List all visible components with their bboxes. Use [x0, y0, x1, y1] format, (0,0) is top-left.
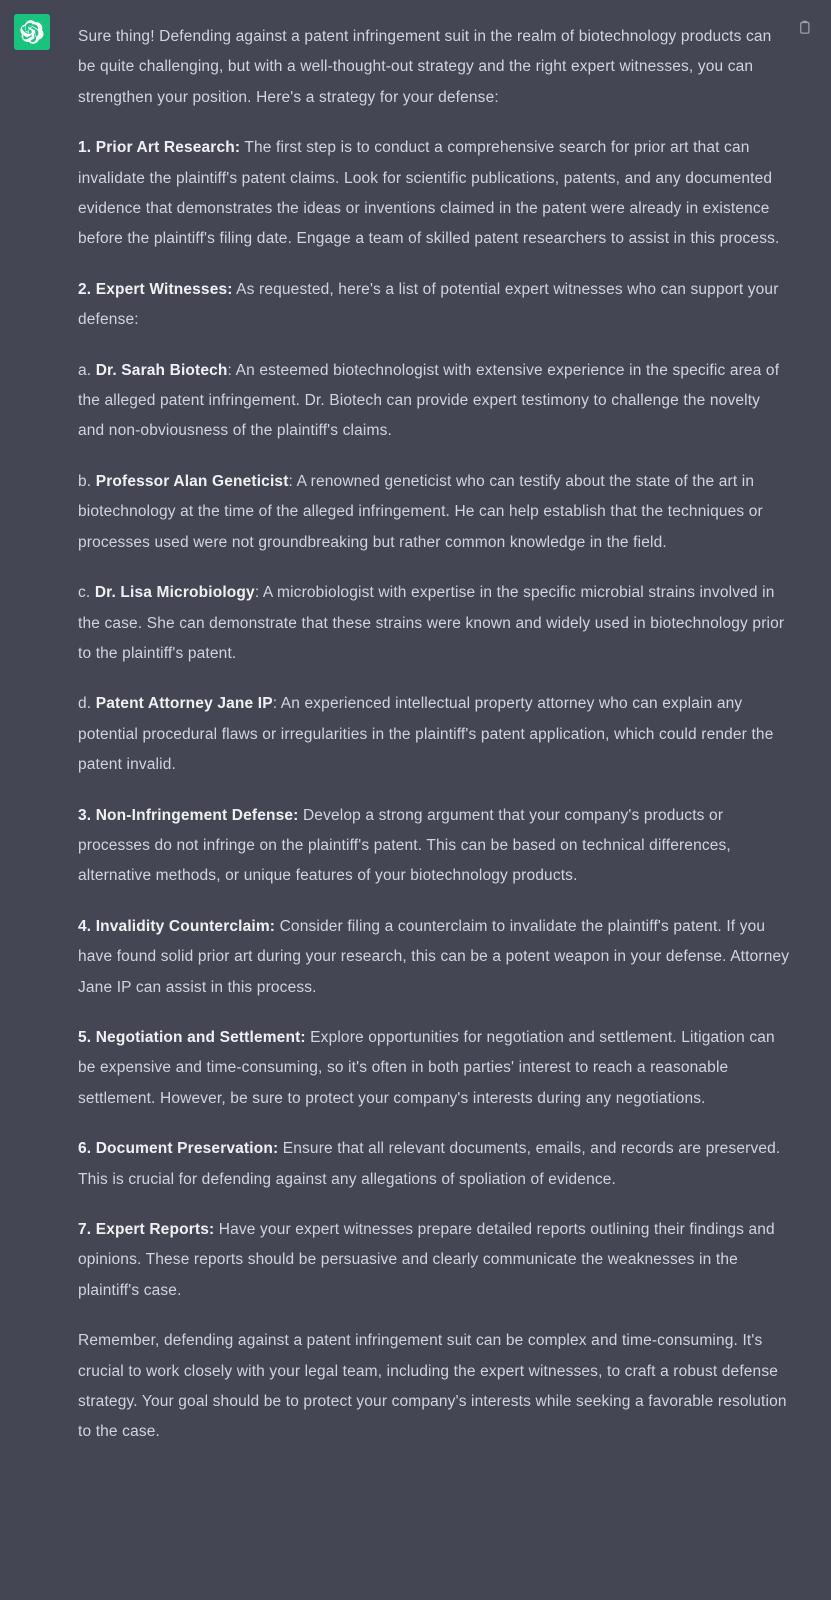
section-label-2: 2. Expert Witnesses:	[78, 280, 233, 298]
expert-marker-a: a.	[78, 361, 96, 379]
section-label-3: 3. Non-Infringement Defense:	[78, 806, 299, 824]
section-body-6: Ensure that all relevant documents, emails, and records are preserved. This is crucial for defending against any allegations of spoliation of evidence.	[78, 1140, 781, 1188]
expert-marker-c: c.	[78, 584, 95, 602]
expert-name-a: Dr. Sarah Biotech	[95, 361, 228, 379]
expert-list-item	[78, 356, 790, 447]
assistant-message-content	[78, 14, 790, 1448]
section-paragraph-7	[78, 1215, 790, 1306]
section-paragraph-2	[78, 275, 790, 336]
section-paragraph-6	[78, 1134, 790, 1195]
expert-body-c: : A microbiologist with expertise in the specific microbial strains involved in the case. She can demonstrate that these strains were known and widely used in biotechnology prior to the plaintiff's patent.	[78, 584, 785, 662]
expert-body-b: : A renowned geneticist who can testify about the state of the art in biotechnology at the time of the alleged infringement. He can help establish that the techniques or processes used were not groundbreaking but rather common knowledge in the field.	[78, 472, 763, 551]
expert-list-item	[78, 467, 790, 558]
section-label-4: 4. Invalidity Counterclaim:	[78, 917, 276, 935]
intro-paragraph: Sure thing! Defending against a patent infringement suit in the realm of biotechnology products can be quite challenging, but with a well-thought-out strategy and the right expert witnesses, you can strengthen your position. Here's a strategy for your defense:	[78, 28, 772, 106]
section-body-3: Develop a strong argument that your company's products or processes do not infringe on the plaintiff's patent. This can be based on technical differences, alternative methods, or unique features of your biotechnology products.	[78, 806, 731, 885]
expert-name-b: Professor Alan Geneticist	[95, 472, 289, 490]
expert-marker-d: d.	[78, 695, 96, 713]
section-paragraph-1	[78, 133, 790, 255]
section-paragraph-5	[78, 1023, 790, 1114]
section-paragraph-4	[78, 912, 790, 1003]
openai-logo-icon	[20, 20, 44, 44]
section-label-7: 7. Expert Reports:	[78, 1221, 215, 1238]
closing-paragraph: Remember, defending against a patent infringement suit can be complex and time-consuming. It's crucial to work closely with your legal team, including the expert witnesses, to craft a robust defense strategy. Your goal should be to protect your company's interests while seeking a favorable resolution to the case.	[78, 1332, 787, 1441]
section-label-6: 6. Document Preservation:	[78, 1140, 279, 1158]
section-body-4: Consider filing a counterclaim to invalidate the plaintiff's patent. If you have found solid prior art during your research, this can be a potent weapon in your defense. Attorney Jane IP can assist in this process.	[78, 917, 790, 996]
expert-list-item	[78, 689, 790, 780]
section-label-1: 1. Prior Art Research:	[78, 139, 241, 157]
section-paragraph-3	[78, 801, 790, 892]
section-body-7: Have your expert witnesses prepare detailed reports outlining their findings and opinions. These reports should be persuasive and clearly communicate the weaknesses in the plaintiff's case.	[78, 1221, 775, 1299]
section-body-1: The first step is to conduct a comprehensive search for prior art that can invalidate the plaintiff's patent claims. Look for scientific publications, patents, and any documented evidence that demonstrates the ideas or inventions claimed in the patent were already in existence before the plaintiff's filing date. Engage a team of skilled patent researchers to assist in this process.	[78, 139, 780, 248]
expert-name-c: Dr. Lisa Microbiology	[94, 584, 255, 602]
section-body-2: As requested, here's a list of potential expert witnesses who can support your defense:	[78, 280, 779, 329]
section-body-5: Explore opportunities for negotiation and settlement. Litigation can be expensive and time-consuming, so it's often in both parties' interest to reach a reasonable settlement. However, be sure to protect your company's interests during any negotiations.	[78, 1028, 775, 1107]
expert-body-a: : An esteemed biotechnologist with extensive experience in the specific area of the alleged patent infringement. Dr. Biotech can provide expert testimony to challenge the novelty and non-obviousness of the plaintiff's claims.	[78, 361, 780, 440]
expert-name-d: Patent Attorney Jane IP	[95, 695, 273, 713]
expert-marker-b: b.	[78, 472, 96, 490]
copy-clipboard-icon	[797, 20, 812, 35]
section-label-5: 5. Negotiation and Settlement:	[78, 1028, 306, 1046]
assistant-avatar	[14, 14, 50, 50]
copy-message-button[interactable]	[795, 18, 813, 36]
expert-body-d: : An experienced intellectual property attorney who can explain any potential procedural flaws or irregularities in the plaintiff's patent application, which could render the patent invalid.	[78, 695, 774, 774]
expert-list-item	[78, 578, 790, 669]
